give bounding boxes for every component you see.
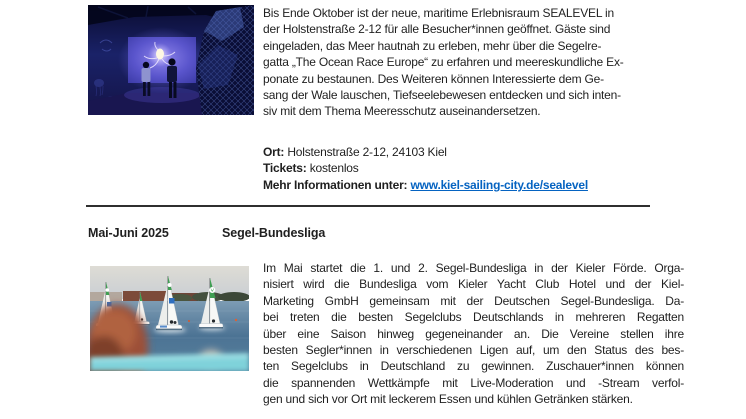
section-divider — [86, 205, 650, 207]
detail-ort-value: Holstenstraße 2-12, 24103 Kiel — [287, 145, 447, 159]
detail-more-info — [263, 177, 687, 193]
sealevel-exhibit-photo-art — [88, 5, 254, 115]
sailing-regatta-photo-art — [90, 266, 249, 371]
sealevel-info-link[interactable]: www.kiel-sailing-city.de/sealevel — [410, 177, 588, 192]
sealevel-details — [263, 144, 687, 193]
detail-more-info-label: Mehr Informationen unter: — [263, 177, 408, 192]
detail-ort-label: Ort: — [263, 145, 285, 159]
detail-tickets — [263, 160, 687, 176]
sealevel-exhibit-photo — [88, 5, 254, 115]
sealevel-paragraph: Bis Ende Oktober ist der neue, maritime Erlebnisraum SEALEVEL in der Holstenstraße 2-12 für alle Besucher*innen geöffnet. Gäste sind eingeladen, das Meer hautnah zu erleben, mehr über die Segelre- gatta „The Ocean Race Europe“ zu erfahren und meereskundliche Ex- ponate zu bestaunen. Des Weiteren können Interessierte dem Ge- sang der Wale lauschen, Tiefseelebewesen entdecken und sich inten- siv mit dem Thema Meeresschutz auseinandersetzen. — [263, 6, 624, 119]
sailing-regatta-photo — [90, 266, 249, 371]
detail-tickets-label: Tickets: — [263, 161, 307, 176]
event-date: Mai-Juni 2025 — [88, 226, 169, 240]
detail-ort — [263, 144, 687, 160]
detail-tickets-value: kostenlos — [309, 161, 359, 176]
event-title: Segel-Bundesliga — [222, 226, 326, 240]
segel-bundesliga-paragraph: Im Mai startet die 1. und 2. Segel-Bundesliga in der Kieler Förde. Orga- nisiert wird die Bundesliga vom Kieler Yacht Club Hotel und der Kiel- Marketing GmbH gemeinsam mit der Deutschen Segel-Bundesliga. Da- bei treten die besten Segelclubs Deutschlands in mehreren Regatten über eine Saison hinweg gegeneinander an. Die Vereine stellen ihre besten Segler*innen in verschiedenen Ligen auf, um den Status des bes- ten Segelclubs in Deutschland zu gewinnen. Zuschauer*innen können die spannenden Wettkämpfe mit Live-Moderation und -Stream verfol- gen und sich vor Ort mit leckerem Essen und kühlen Getränken stärken. — [263, 261, 684, 407]
